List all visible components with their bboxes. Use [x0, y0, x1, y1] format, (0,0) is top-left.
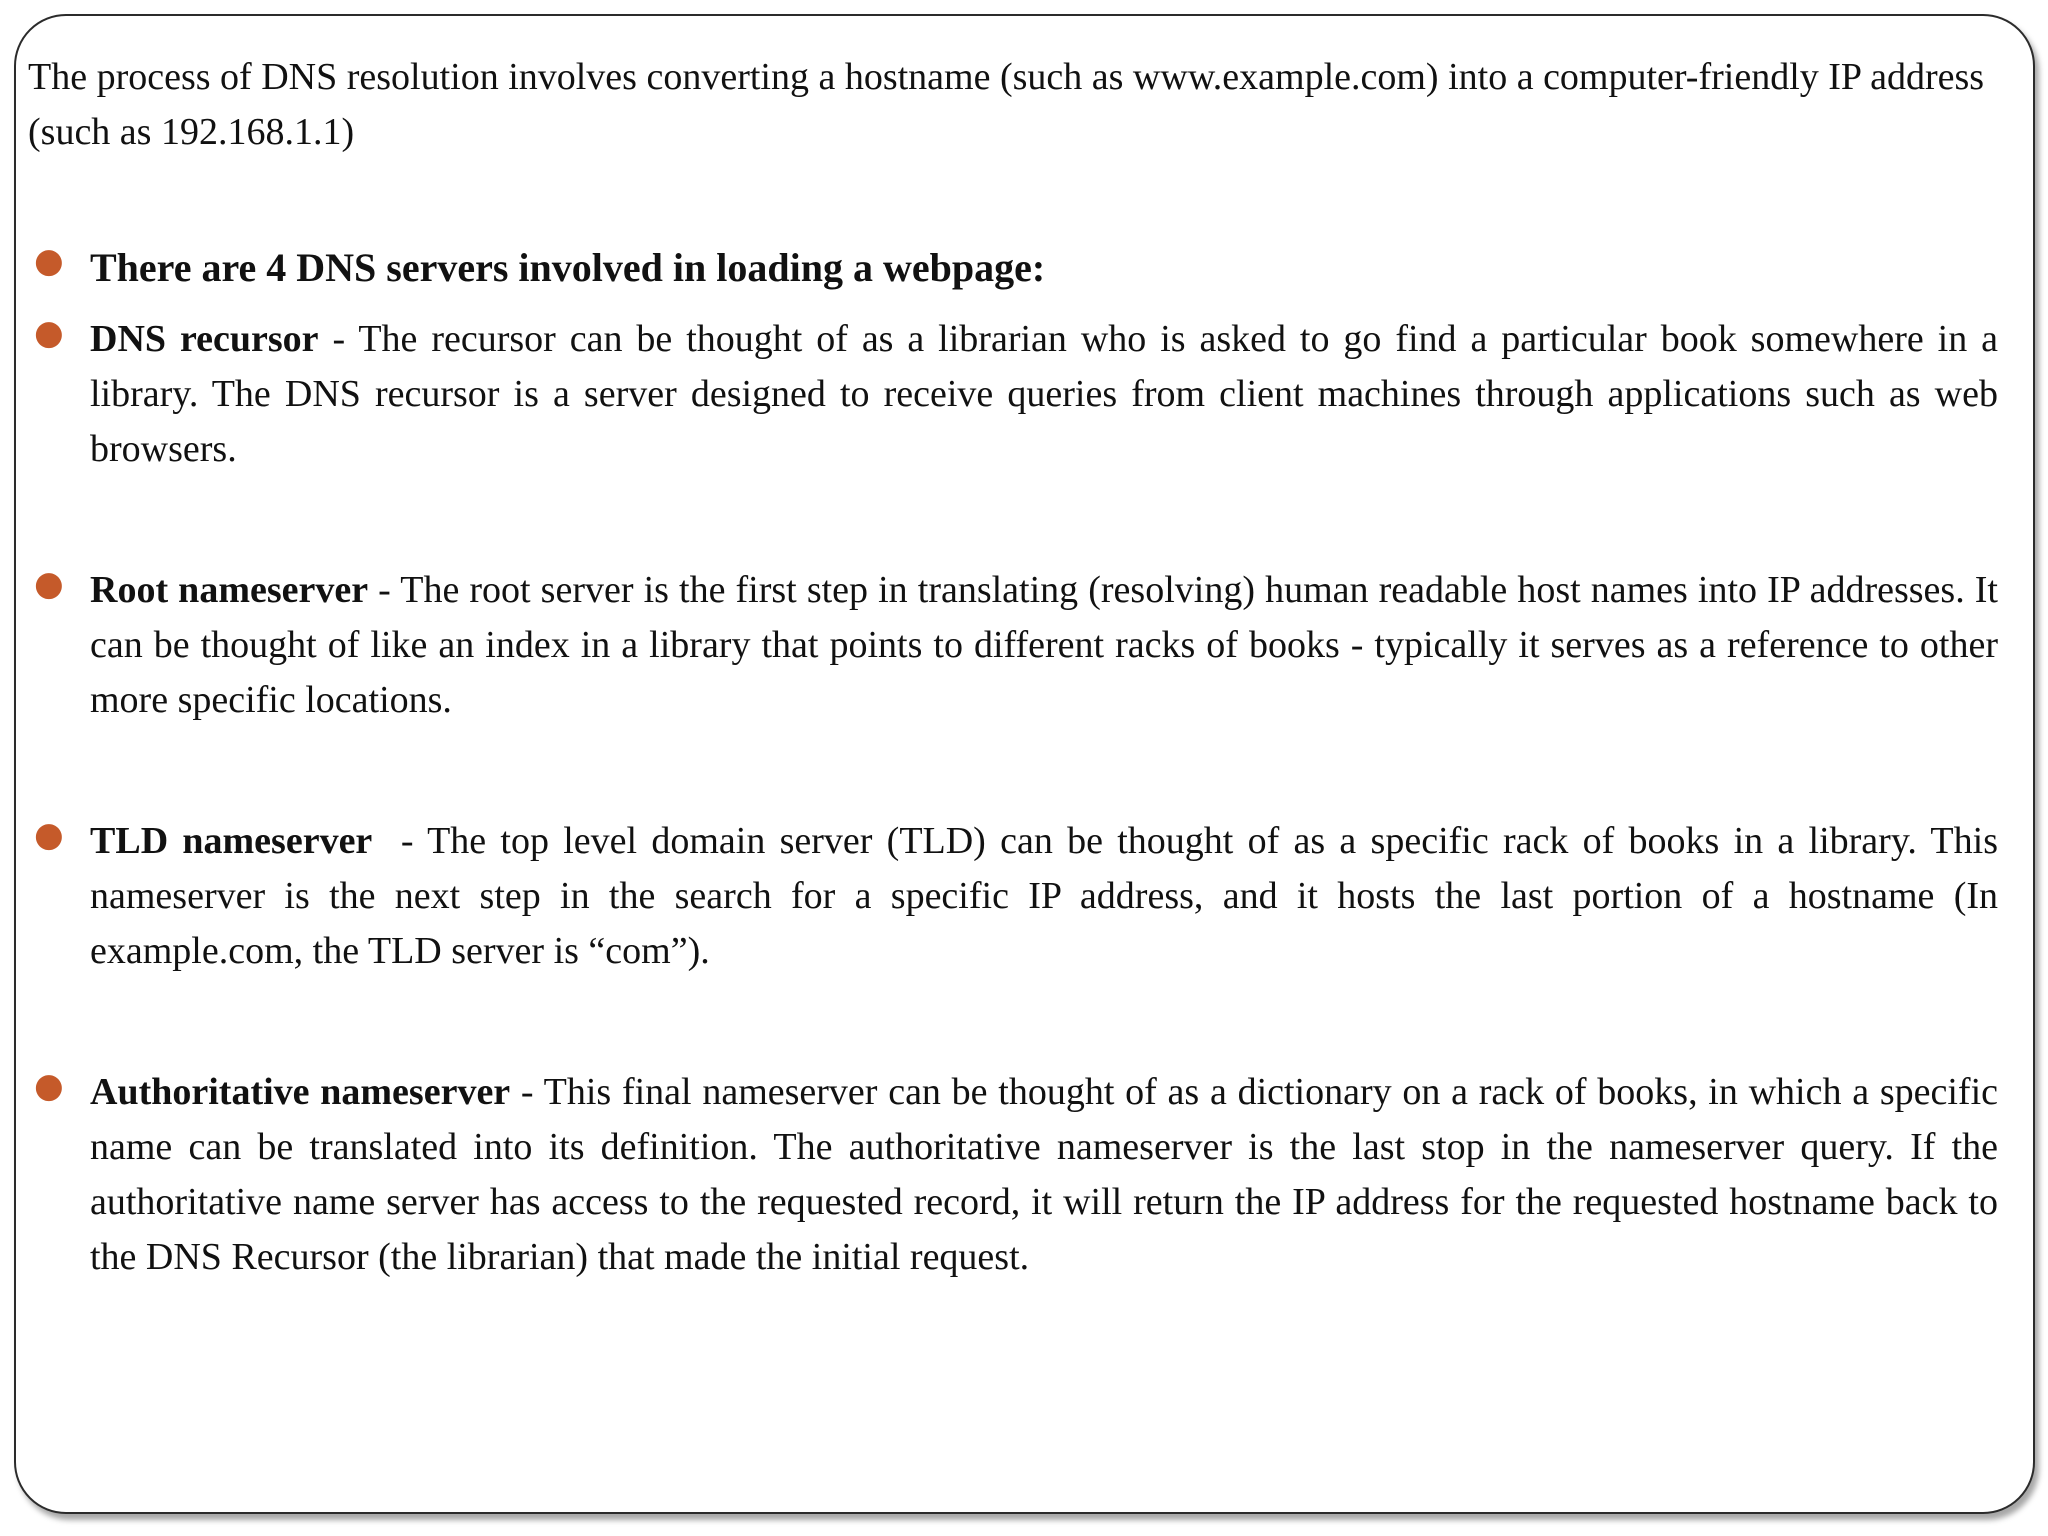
description-root-nameserver: - The root server is the first step in translating (resolving) human readable host names into IP addresses. It can be thought of like an index in a library that points to different racks of books - typically it serves as a reference to other more specific locations. [90, 569, 1998, 721]
bullet-icon: ● [34, 313, 64, 353]
bullet-item-authoritative-nameserver [28, 1065, 1998, 1285]
term-tld-nameserver: TLD nameserver [90, 820, 373, 862]
description-authoritative-nameserver: - This final nameserver can be thought of as a dictionary on a rack of books, in which a specific name can be translated into its definition. The authoritative nameserver is the last stop in the nameserver query. If the authoritative name server has access to the requested record, it will return the IP address for the requested hostname back to the DNS Recursor (the librarian) that made the initial request. [90, 1071, 1998, 1278]
bullet-item-root-nameserver [28, 563, 1998, 728]
bullet-icon: ● [34, 1066, 64, 1106]
bullet-icon: ● [34, 564, 64, 604]
term-dns-recursor: DNS recursor [90, 318, 319, 360]
bullet-icon: ● [34, 241, 64, 281]
term-root-nameserver: Root nameserver [90, 569, 369, 611]
description-tld-nameserver: - The top level domain server (TLD) can be thought of as a specific rack of books in a library. This nameserver is the next step in the search for a specific IP address, and it hosts the last portion of a hostname (In example.com, the TLD server is “com”). [90, 820, 2008, 972]
bullet-list [28, 240, 2008, 1285]
bullet-item-dns-recursor [28, 312, 1998, 477]
bullet-heading [28, 240, 1998, 300]
term-authoritative-nameserver: Authoritative nameserver [90, 1071, 511, 1113]
description-dns-recursor: - The recursor can be thought of as a librarian who is asked to go find a particular book somewhere in a library. The DNS recursor is a server designed to receive queries from client machines through applications such as web browsers. [90, 318, 1998, 470]
bullet-item-tld-nameserver [28, 814, 2008, 979]
bullet-icon: ● [34, 815, 64, 855]
intro-paragraph: The process of DNS resolution involves converting a hostname (such as www.example.com) into a computer-friendly IP address (such as 192.168.1.1) [28, 56, 1985, 153]
heading-text: There are 4 DNS servers involved in loading a webpage: [90, 245, 1046, 290]
